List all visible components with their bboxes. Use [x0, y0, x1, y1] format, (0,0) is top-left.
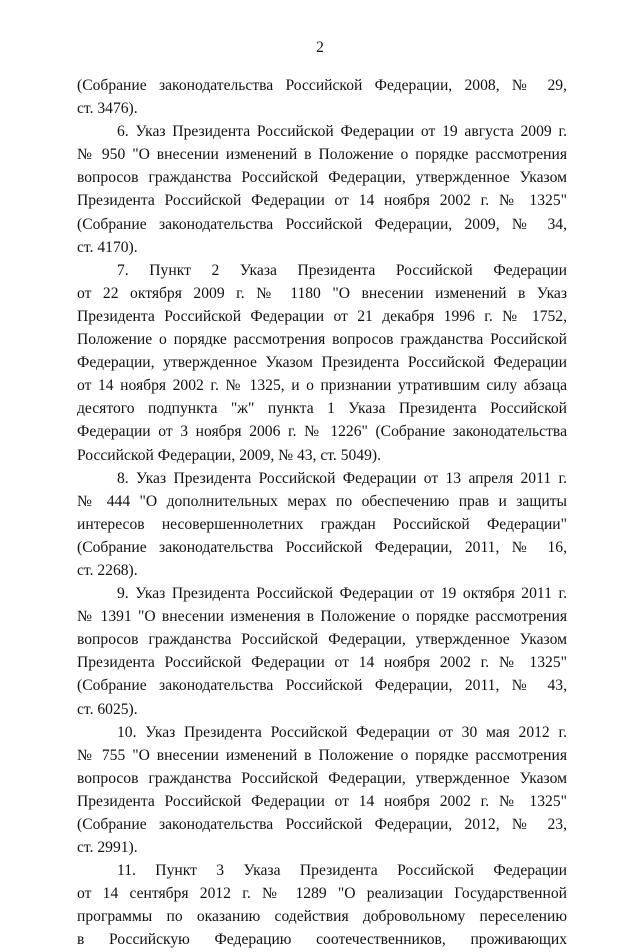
- text-line: 11. Пункт 3 Указа Президента Российской Федерации: [117, 862, 567, 880]
- text-line: (Собрание законодательства Российской Федерации, 2008, № 29,: [77, 77, 567, 94]
- text-line: вопросов гражданства Российской Федерации, утвержденное Указом: [77, 169, 567, 187]
- text-line: ст. 4170).: [77, 238, 138, 256]
- page-number: 2: [316, 39, 324, 56]
- text-line: от 14 ноября 2002 г. № 1325, и о признании утратившим силу абзаца: [77, 377, 567, 395]
- text-line: ст. 6025).: [77, 700, 138, 718]
- text-line: Федерации, утвержденное Указом Президента Российской Федерации: [77, 354, 567, 372]
- text-line: Российской Федерации, 2009, № 43, ст. 5049).: [77, 446, 381, 464]
- text-line: от 22 октября 2009 г. № 1180 "О внесении изменений в Указ: [77, 284, 567, 302]
- text-line: 8. Указ Президента Российской Федерации от 13 апреля 2011 г.: [117, 469, 567, 487]
- text-line: (Собрание законодательства Российской Федерации, 2012, № 23,: [77, 816, 567, 833]
- text-line: 7. Пункт 2 Указа Президента Российской Федерации: [117, 261, 567, 279]
- text-line: от 14 сентября 2012 г. № 1289 "О реализации Государственной: [77, 885, 567, 903]
- text-line: Президента Российской Федерации от 14 ноября 2002 г. № 1325": [77, 654, 567, 672]
- text-line: 10. Указ Президента Российской Федерации от 30 мая 2012 г.: [117, 723, 567, 741]
- text-line: интересов несовершеннолетних граждан Российской Федерации": [77, 515, 567, 533]
- text-line: № 1391 "О внесении изменения в Положение о порядке рассмотрения: [77, 608, 567, 626]
- text-line: № 755 "О внесении изменений в Положение о порядке рассмотрения: [77, 746, 567, 764]
- text-line: (Собрание законодательства Российской Федерации, 2009, № 34,: [77, 215, 567, 233]
- document-body: [77, 74, 567, 952]
- text-line: № 950 "О внесении изменений в Положение о порядке рассмотрения: [77, 146, 567, 164]
- text-line: Федерации от 3 ноября 2006 г. № 1226" (Собрание законодательства: [77, 423, 567, 441]
- text-line: ст. 2991).: [77, 839, 138, 857]
- text-line: (Собрание законодательства Российской Федерации, 2011, № 16,: [77, 538, 567, 556]
- text-line: Президента Российской Федерации от 14 ноября 2002 г. № 1325": [77, 192, 567, 210]
- text-line: Президента Российской Федерации от 14 ноября 2002 г. № 1325": [77, 792, 567, 810]
- text-line: десятого подпункта "ж" пункта 1 Указа Президента Российской: [77, 400, 567, 418]
- text-line: 6. Указ Президента Российской Федерации от 19 августа 2009 г.: [117, 123, 567, 141]
- text-line: в Российскую Федерацию соотечественников, проживающих: [77, 931, 567, 949]
- text-line: (Собрание законодательства Российской Федерации, 2011, № 43,: [77, 677, 567, 695]
- text-line: Положение о порядке рассмотрения вопросов гражданства Российской: [77, 331, 567, 349]
- text-line: вопросов гражданства Российской Федерации, утвержденное Указом: [77, 631, 567, 649]
- text-line: вопросов гражданства Российской Федерации, утвержденное Указом: [77, 769, 567, 787]
- text-line: № 444 "О дополнительных мерах по обеспечению прав и защиты: [77, 492, 567, 510]
- text-line: 9. Указ Президента Российской Федерации от 19 октября 2011 г.: [117, 585, 567, 603]
- text-line: Президента Российской Федерации от 21 декабря 1996 г. № 1752,: [77, 307, 567, 325]
- text-line: программы по оказанию содействия добровольному переселению: [77, 908, 567, 926]
- text-line: ст. 2268).: [77, 561, 138, 579]
- text-line: ст. 3476).: [77, 100, 138, 118]
